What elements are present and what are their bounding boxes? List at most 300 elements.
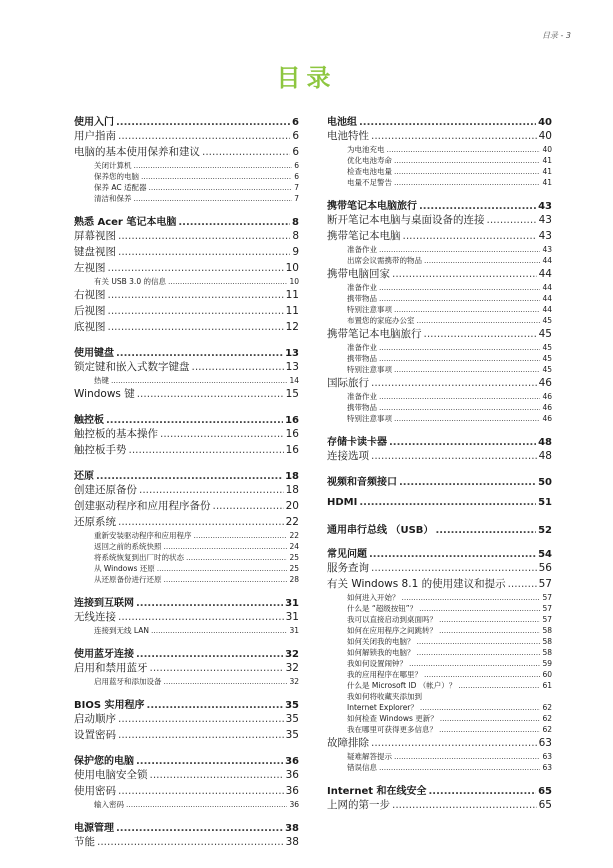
- toc-dot-leader: [379, 343, 540, 352]
- toc-section-entry[interactable]: [74, 128, 299, 144]
- toc-chapter-entry[interactable]: [327, 521, 552, 536]
- toc-dot-leader: [424, 256, 540, 265]
- toc-entry-title: 携带笔记本电脑: [327, 230, 401, 242]
- toc-page-number: 57: [542, 615, 552, 624]
- toc-dot-leader: [141, 172, 292, 181]
- toc-subsection-entry[interactable]: [327, 603, 552, 614]
- toc-entry-title: 后视图: [74, 305, 106, 317]
- toc-section-entry[interactable]: [74, 426, 299, 442]
- toc-page-number: 57: [542, 593, 552, 602]
- toc-subsection-entry[interactable]: [327, 713, 552, 724]
- toc-subsection-entry[interactable]: [74, 676, 299, 687]
- toc-entry-title: 特别注意事项: [347, 365, 392, 374]
- toc-subsection-entry[interactable]: [327, 155, 552, 166]
- toc-entry-title: 我在哪里可获得更多信息？: [347, 725, 437, 734]
- toc-dot-leader: [379, 354, 540, 363]
- toc-dot-leader: [359, 117, 536, 128]
- toc-dot-leader: [402, 593, 541, 602]
- toc-page-number: 41: [542, 156, 552, 165]
- toc-dot-leader: [420, 703, 541, 712]
- toc-chapter-entry[interactable]: [327, 545, 552, 560]
- toc-entry-title: 如何关闭我的电脑？: [347, 637, 415, 646]
- toc-entry-title: 连接选项: [327, 450, 369, 462]
- toc-page-number: 54: [538, 549, 552, 560]
- toc-dot-leader: [409, 659, 540, 668]
- toc-section-entry[interactable]: [74, 609, 299, 625]
- toc-dot-leader: [108, 262, 284, 274]
- toc-subsection-entry[interactable]: [327, 636, 552, 647]
- toc-section-entry[interactable]: [74, 442, 299, 458]
- toc-page-number: 20: [285, 500, 299, 512]
- toc-subsection-entry[interactable]: [74, 182, 299, 193]
- toc-entry-title: 特别注意事项: [347, 305, 392, 314]
- toc-dot-leader: [371, 377, 537, 389]
- toc-chapter-entry[interactable]: [74, 213, 299, 228]
- toc-subsection-entry[interactable]: [74, 530, 299, 541]
- toc-section-entry[interactable]: [327, 560, 552, 576]
- toc-page-number: 32: [289, 677, 299, 686]
- toc-dot-leader: [417, 637, 541, 646]
- toc-entry-title: 触控板: [74, 415, 104, 426]
- toc-dot-leader: [399, 477, 536, 488]
- toc-entry-title: 出席会议需携带的物品: [347, 256, 422, 265]
- toc-dot-leader: [149, 183, 293, 192]
- toc-chapter-entry[interactable]: [327, 782, 552, 797]
- toc-subsection-entry[interactable]: [327, 353, 552, 364]
- toc-subsection-entry[interactable]: [327, 255, 552, 266]
- toc-subsection-entry[interactable]: [74, 552, 299, 563]
- toc-dot-leader: [118, 130, 290, 142]
- toc-dot-leader: [359, 497, 536, 508]
- toc-page-number: 13: [285, 348, 299, 359]
- toc-dot-leader: [417, 316, 541, 325]
- toc-section-entry[interactable]: [74, 482, 299, 498]
- toc-entry-title: 连接到互联网: [74, 598, 134, 609]
- toc-chapter-entry[interactable]: [74, 645, 299, 660]
- toc-entry-title: 电量不足警告: [347, 178, 392, 187]
- toc-page-number: 44: [542, 294, 552, 303]
- toc-section-entry[interactable]: [74, 727, 299, 743]
- toc-entry-title: 优化电池寿命: [347, 156, 392, 165]
- toc-entry-title: 电池特性: [327, 130, 369, 142]
- toc-page-number: 46: [538, 377, 552, 389]
- toc-chapter-entry[interactable]: [74, 113, 299, 128]
- toc-page-number: 59: [542, 659, 552, 668]
- toc-page-number: 10: [289, 277, 299, 286]
- toc-section-entry[interactable]: [74, 834, 299, 850]
- toc-page-number: 38: [285, 823, 299, 834]
- toc-entry-title: 布置您的家庭办公室: [347, 316, 415, 325]
- toc-page-number: 11: [285, 305, 299, 317]
- toc-dot-leader: [108, 305, 284, 317]
- toc-page-number: 44: [542, 283, 552, 292]
- toc-subsection-entry[interactable]: [74, 193, 299, 204]
- toc-page-number: 7: [294, 183, 299, 192]
- toc-entry-title: 返回之前的系统快照: [94, 542, 162, 551]
- toc-chapter-entry[interactable]: [74, 467, 299, 482]
- toc-section-entry[interactable]: [327, 448, 552, 464]
- toc-dot-leader: [458, 681, 540, 690]
- toc-page-number: 22: [289, 531, 299, 540]
- toc-page-number: 63: [542, 752, 552, 761]
- toc-entry-title: 我如何设置闹钟？: [347, 659, 407, 668]
- toc-section-entry[interactable]: [74, 498, 299, 514]
- toc-page-number: 6: [292, 146, 299, 158]
- toc-dot-leader: [379, 763, 540, 772]
- toc-page-number: 36: [285, 756, 299, 767]
- toc-entry-title: 准备作业: [347, 283, 377, 292]
- toc-chapter-entry[interactable]: [74, 696, 299, 711]
- toc-page-number: 43: [538, 214, 552, 226]
- toc-entry-title: 常见问题: [327, 549, 367, 560]
- toc-page-number: 8: [292, 217, 299, 228]
- toc-chapter-entry[interactable]: [327, 197, 552, 212]
- toc-page-number: 57: [542, 604, 552, 613]
- toc-dot-leader: [424, 328, 537, 340]
- toc-dot-leader: [440, 714, 541, 723]
- toc-entry-title: 触控板的基本操作: [74, 428, 158, 440]
- toc-subsection-entry[interactable]: [327, 144, 552, 155]
- toc-subsection-entry[interactable]: [327, 293, 552, 304]
- toc-subsection-entry[interactable]: [74, 541, 299, 552]
- toc-dot-leader: [379, 403, 540, 412]
- toc-dot-leader: [424, 670, 540, 679]
- toc-dot-leader: [371, 130, 537, 142]
- toc-page-number: 35: [285, 729, 299, 741]
- toc-dot-leader: [129, 444, 284, 456]
- toc-page-number: 40: [542, 145, 552, 154]
- toc-dot-leader: [118, 785, 284, 797]
- toc-dot-leader: [394, 365, 540, 374]
- toc-section-entry[interactable]: [74, 287, 299, 303]
- toc-chapter-entry[interactable]: [74, 819, 299, 834]
- toc-subsection-entry[interactable]: [327, 647, 552, 658]
- toc-page-number: 9: [292, 246, 299, 258]
- toc-subsection-entry[interactable]: [74, 625, 299, 636]
- toc-chapter-entry[interactable]: [327, 473, 552, 488]
- toc-subsection-entry[interactable]: [74, 375, 299, 386]
- toc-entry-title: 键盘视图: [74, 246, 116, 258]
- toc-page-number: 40: [538, 117, 552, 128]
- toc-section-entry[interactable]: [74, 359, 299, 375]
- toc-entry-title: 屏幕视图: [74, 230, 116, 242]
- toc-chapter-entry[interactable]: [74, 594, 299, 609]
- toc-entry-title: 还原系统: [74, 516, 116, 528]
- toc-entry-title: 节能: [74, 836, 95, 848]
- toc-dot-leader: [147, 700, 284, 711]
- toc-entry-title: 清洁和保养: [94, 194, 132, 203]
- toc-subsection-entry[interactable]: [327, 282, 552, 293]
- toc-page-number: 22: [285, 516, 299, 528]
- toc-section-entry[interactable]: [74, 783, 299, 799]
- toc-page-number: 10: [285, 262, 299, 274]
- toc-page-number: 51: [538, 497, 552, 508]
- toc-entry-title: 准备作业: [347, 343, 377, 352]
- toc-entry-title: 输入密码: [94, 800, 124, 809]
- toc-dot-leader: [379, 392, 540, 401]
- toc-entry-title: BIOS 实用程序: [74, 700, 145, 711]
- toc-entry-title: 携带笔记本电脑旅行: [327, 201, 417, 212]
- toc-entry-title: 创建还原备份: [74, 484, 137, 496]
- toc-entry-title: 将系统恢复到出厂时的状态: [94, 553, 184, 562]
- toc-page-number: 6: [292, 117, 299, 128]
- toc-column-right: [327, 113, 552, 813]
- toc-dot-leader: [160, 428, 284, 440]
- toc-subsection-entry[interactable]: [327, 342, 552, 353]
- toc-entry-title: 如何解锁我的电脑？: [347, 648, 415, 657]
- toc-section-entry[interactable]: [74, 260, 299, 276]
- toc-entry-title: 设置密码: [74, 729, 116, 741]
- toc-dot-leader: [394, 752, 540, 761]
- toc-dot-leader: [394, 167, 540, 176]
- toc-entry-title: 关闭计算机: [94, 161, 132, 170]
- toc-dot-leader: [194, 531, 288, 540]
- toc-entry-title: 故障排除: [327, 737, 369, 749]
- toc-subsection-entry[interactable]: [74, 799, 299, 810]
- toc-page-number: 16: [285, 415, 299, 426]
- toc-subsection-entry[interactable]: [327, 691, 552, 702]
- toc-section-entry[interactable]: [74, 244, 299, 260]
- toc-entry-title: 我如何将收藏夹添加到: [347, 692, 422, 701]
- toc-subsection-entry[interactable]: [327, 364, 552, 375]
- toc-dot-leader: [106, 415, 283, 426]
- toc-dot-leader: [118, 611, 284, 623]
- toc-page-number: 60: [542, 670, 552, 679]
- toc-subsection-entry[interactable]: [74, 171, 299, 182]
- toc-entry-title: 触控板手势: [74, 444, 127, 456]
- toc-dot-leader: [186, 553, 287, 562]
- toc-dot-leader: [439, 626, 540, 635]
- toc-dot-leader: [116, 348, 283, 359]
- running-head: 目录 - 3: [541, 31, 571, 40]
- toc-page-number: 40: [538, 130, 552, 142]
- toc-dot-leader: [419, 201, 536, 212]
- toc-entry-title: 从还原备份进行还原: [94, 575, 162, 584]
- toc-page-number: 32: [285, 662, 299, 674]
- toc-entry-title: 使用蓝牙连接: [74, 649, 134, 660]
- toc-entry-title: 什么是 Microsoft ID （帐户）？: [347, 681, 457, 690]
- toc-section-entry[interactable]: [327, 228, 552, 244]
- toc-entry-title: 使用密码: [74, 785, 116, 797]
- toc-subsection-entry[interactable]: [327, 166, 552, 177]
- toc-subsection-entry[interactable]: [327, 592, 552, 603]
- toc-subsection-entry[interactable]: [327, 724, 552, 735]
- toc-entry-title: 准备作业: [347, 245, 377, 254]
- toc-chapter-entry[interactable]: [327, 113, 552, 128]
- page-title: 目录: [276, 64, 337, 92]
- toc-subsection-entry[interactable]: [327, 244, 552, 255]
- toc-section-entry[interactable]: [327, 735, 552, 751]
- toc-entry-title: Internet Explorer？: [347, 703, 418, 712]
- toc-entry-title: 无线连接: [74, 611, 116, 623]
- toc-subsection-entry[interactable]: [74, 160, 299, 171]
- toc-dot-leader: [371, 562, 537, 574]
- toc-subsection-entry[interactable]: [74, 574, 299, 585]
- toc-dot-leader: [118, 230, 290, 242]
- toc-page-number: 14: [289, 376, 299, 385]
- toc-section-entry[interactable]: [74, 228, 299, 244]
- toc-page-number: 6: [294, 161, 299, 170]
- toc-entry-title: 携带物品: [347, 354, 377, 363]
- toc-page-number: 24: [289, 542, 299, 551]
- toc-page-number: 38: [285, 836, 299, 848]
- toc-entry-title: 左视图: [74, 262, 106, 274]
- toc-subsection-entry[interactable]: [327, 402, 552, 413]
- toc-page-number: 7: [294, 194, 299, 203]
- toc-dot-leader: [429, 786, 537, 797]
- toc-entry-title: HDMI: [327, 497, 358, 508]
- toc-subsection-entry[interactable]: [327, 680, 552, 691]
- toc-dot-leader: [118, 713, 284, 725]
- toc-page-number: 16: [285, 444, 299, 456]
- toc-dot-leader: [116, 117, 290, 128]
- toc-section-entry[interactable]: [74, 386, 299, 402]
- toc-entry-title: 底视图: [74, 321, 106, 333]
- toc-dot-leader: [369, 549, 536, 560]
- toc-section-entry[interactable]: [327, 212, 552, 228]
- toc-section-entry[interactable]: [74, 144, 299, 160]
- toc-dot-leader: [192, 361, 284, 373]
- toc-dot-leader: [403, 230, 537, 242]
- toc-page-number: 41: [542, 178, 552, 187]
- toc-page-number: 35: [285, 700, 299, 711]
- toc-entry-title: 上网的第一步: [327, 799, 390, 811]
- toc-entry-title: 创建驱动程序和应用程序备份: [74, 500, 211, 512]
- toc-dot-leader: [439, 725, 540, 734]
- toc-dot-leader: [139, 484, 284, 496]
- toc-subsection-entry[interactable]: [327, 762, 552, 773]
- toc-entry-title: 疑难解答提示: [347, 752, 392, 761]
- toc-entry-title: 特别注意事项: [347, 414, 392, 423]
- toc-section-entry[interactable]: [74, 767, 299, 783]
- toc-page-number: 36: [285, 769, 299, 781]
- toc-section-entry[interactable]: [327, 128, 552, 144]
- toc-chapter-entry[interactable]: [327, 433, 552, 448]
- toc-dot-leader: [97, 836, 284, 848]
- toc-dot-leader: [136, 756, 283, 767]
- toc-entry-title: 如何检查 Windows 更新？: [347, 714, 438, 723]
- toc-page-number: 58: [542, 626, 552, 635]
- toc-section-entry[interactable]: [74, 711, 299, 727]
- toc-dot-leader: [108, 321, 284, 333]
- toc-section-entry[interactable]: [327, 576, 552, 592]
- toc-subsection-entry[interactable]: [327, 751, 552, 762]
- toc-page-number: 31: [289, 626, 299, 635]
- toc-page-number: 44: [542, 256, 552, 265]
- toc-page-number: 6: [294, 172, 299, 181]
- toc-page-number: 43: [542, 245, 552, 254]
- toc-subsection-entry[interactable]: [327, 304, 552, 315]
- toc-dot-leader: [435, 525, 536, 536]
- toc-entry-title: 错误信息: [347, 763, 377, 772]
- toc-entry-title: 熟悉 Acer 笔记本电脑: [74, 217, 177, 228]
- toc-entry-title: 电池组: [327, 117, 357, 128]
- toc-page-number: 61: [542, 681, 552, 690]
- toc-page-number: 31: [285, 598, 299, 609]
- toc-subsection-entry[interactable]: [327, 658, 552, 669]
- toc-entry-title: 携带物品: [347, 294, 377, 303]
- toc-chapter-entry[interactable]: [327, 497, 552, 512]
- toc-dot-leader: [164, 677, 288, 686]
- toc-subsection-entry[interactable]: [327, 625, 552, 636]
- toc-entry-title: 保护您的电脑: [74, 756, 134, 767]
- toc-subsection-entry[interactable]: [327, 669, 552, 680]
- toc-entry-title: 从 Windows 还原: [94, 564, 155, 573]
- toc-page-number: 44: [542, 305, 552, 314]
- toc-dot-leader: [487, 214, 537, 226]
- toc-page-number: 18: [285, 471, 299, 482]
- toc-entry-title: 有关 Windows 8.1 的使用建议和提示: [327, 578, 506, 590]
- toc-chapter-entry[interactable]: [74, 752, 299, 767]
- toc-dot-leader: [392, 268, 537, 280]
- toc-dot-leader: [164, 575, 288, 584]
- toc-dot-leader: [136, 598, 283, 609]
- toc-entry-title: 携带电脑回家: [327, 268, 390, 280]
- toc-page-number: 16: [285, 428, 299, 440]
- toc-dot-leader: [371, 737, 537, 749]
- toc-page-number: 62: [542, 703, 552, 712]
- toc-section-entry[interactable]: [327, 326, 552, 342]
- toc-page-number: 48: [538, 450, 552, 462]
- toc-subsection-entry[interactable]: [327, 391, 552, 402]
- toc-dot-leader: [157, 564, 288, 573]
- toc-entry-title: 检查电池电量: [347, 167, 392, 176]
- toc-subsection-entry[interactable]: [327, 614, 552, 625]
- toc-page-number: 62: [542, 714, 552, 723]
- toc-entry-title: 使用电脑安全锁: [74, 769, 148, 781]
- toc-entry-title: 我的应用程序在哪里？: [347, 670, 422, 679]
- toc-page-number: 46: [542, 392, 552, 401]
- toc-section-entry[interactable]: [327, 375, 552, 391]
- toc-section-entry[interactable]: [74, 303, 299, 319]
- toc-page-number: 43: [538, 230, 552, 242]
- toc-subsection-entry[interactable]: [74, 276, 299, 287]
- toc-chapter-entry[interactable]: [74, 344, 299, 359]
- toc-page-number: 41: [542, 167, 552, 176]
- toc-entry-title: 用户指南: [74, 130, 116, 142]
- toc-section-entry[interactable]: [74, 319, 299, 335]
- toc-section-entry[interactable]: [327, 797, 552, 813]
- toc-page-number: 44: [538, 268, 552, 280]
- toc-page-number: 13: [285, 361, 299, 373]
- toc-entry-title: 携带物品: [347, 403, 377, 412]
- toc-dot-leader: [126, 800, 287, 809]
- toc-entry-title: Windows 键: [74, 388, 135, 400]
- toc-subsection-entry[interactable]: [327, 177, 552, 188]
- toc-section-entry[interactable]: [327, 266, 552, 282]
- toc-section-entry[interactable]: [74, 660, 299, 676]
- toc-page-number: 36: [285, 785, 299, 797]
- toc-dot-leader: [379, 283, 540, 292]
- toc-subsection-entry[interactable]: [327, 702, 552, 713]
- toc-subsection-entry[interactable]: [74, 563, 299, 574]
- toc-page-number: 45: [542, 343, 552, 352]
- toc-entry-title: 保养 AC 适配器: [94, 183, 147, 192]
- toc-dot-leader: [394, 156, 540, 165]
- toc-entry-title: 启用和禁用蓝牙: [74, 662, 148, 674]
- toc-page-number: 31: [285, 611, 299, 623]
- toc-chapter-entry[interactable]: [74, 411, 299, 426]
- toc-page-number: 63: [538, 737, 552, 749]
- toc-subsection-entry[interactable]: [327, 413, 552, 424]
- toc-section-entry[interactable]: [74, 514, 299, 530]
- toc-subsection-entry[interactable]: [327, 315, 552, 326]
- toc-entry-title: 还原: [74, 471, 94, 482]
- toc-page-number: 65: [538, 799, 552, 811]
- toc-entry-title: Internet 和在线安全: [327, 786, 427, 797]
- toc-entry-title: 锁定键和嵌入式数字键盘: [74, 361, 190, 373]
- toc-entry-title: 使用入门: [74, 117, 114, 128]
